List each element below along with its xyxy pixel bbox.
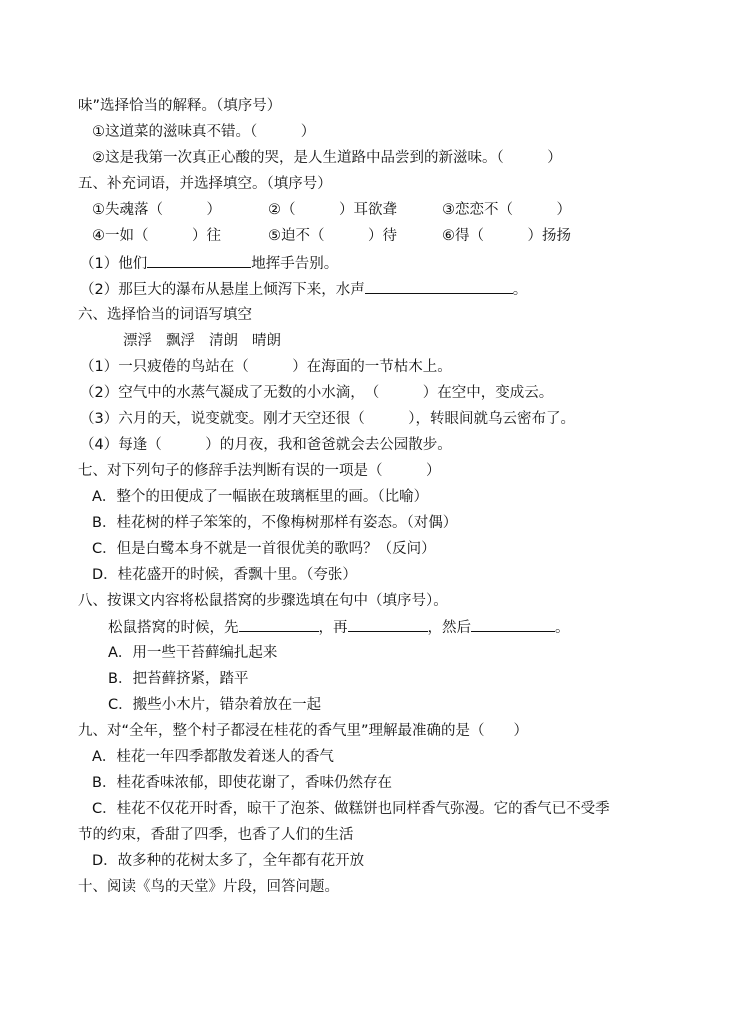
idiom-1: ①失魂落（ ）	[92, 202, 221, 218]
section-10-title: 十、阅读《鸟的天堂》片段，回答问题。	[78, 879, 339, 895]
fill-sentence-2	[80, 279, 527, 300]
section-8-stem-1: 松鼠搭窝的时候，先	[108, 620, 239, 636]
section-7-option-d: D．桂花盛开的时候，香飘十里。（夸张）	[92, 567, 357, 583]
option-1: ①这道菜的滋味真不错。（ ）	[92, 124, 316, 140]
word-bank-item: 飘浮	[166, 333, 195, 349]
section-8-stem-2: ，再	[318, 620, 348, 636]
section-7-option-a: A．整个的田便成了一幅嵌在玻璃框里的画。（比喻）	[92, 489, 429, 505]
section-7-title: 七、对下列句子的修辞手法判断有误的一项是（ ）	[78, 463, 441, 479]
section-8-title: 八、按课文内容将松鼠搭窝的步骤选填在句中（填序号）。	[78, 593, 448, 609]
section-9-option-d: D．故多种的花树太多了，全年都有花开放	[92, 853, 365, 869]
section-8-stem-4: 。	[555, 620, 570, 636]
idiom-5: ⑤迫不（ ）待	[268, 228, 397, 244]
section-8-stem-3: ，然后	[427, 620, 471, 636]
section-9-option-c-line-1: C．桂花不仅花开时香，晾干了泡茶、做糕饼也同样香气弥漫。它的香气已不受季	[92, 801, 610, 817]
fill-sentence-2-pre: （2）那巨大的瀑布从悬崖上倾泻下来，水声	[80, 282, 365, 298]
section-5-title: 五、补充词语，并选择填空。（填序号）	[78, 176, 332, 192]
answer-blank[interactable]	[147, 253, 251, 268]
answer-blank[interactable]	[348, 617, 428, 632]
section-6-q4: （4）每逢（ ）的月夜，我和爸爸就会去公园散步。	[80, 437, 452, 453]
fill-sentence-1	[80, 253, 338, 274]
section-9-title: 九、对“全年，整个村子都浸在桂花的香气里”理解最准确的是（ ）	[78, 723, 529, 739]
section-9-option-c-line-2: 节的约束，香甜了四季，也香了人们的生活	[78, 827, 354, 843]
word-bank-item: 漂浮	[123, 333, 152, 349]
answer-blank[interactable]	[471, 617, 555, 632]
fill-sentence-1-pre: （1）他们	[80, 256, 148, 272]
fill-sentence-1-post: 地挥手告别。	[251, 256, 339, 272]
section-6-q2: （2）空气中的水蒸气凝成了无数的小水滴， （ ）在空中，变成云。	[80, 385, 554, 401]
word-bank-item: 清朗	[209, 333, 238, 349]
section-6-title: 六、选择恰当的词语写填空	[78, 307, 252, 323]
section-6-q3: （3）六月的天，说变就变。刚才天空还很（ ），转眼间就乌云密布了。	[80, 411, 575, 427]
section-8-option-b: B．把苔藓挤紧，踏平	[108, 671, 249, 687]
word-bank	[123, 331, 281, 351]
option-2: ②这是我第一次真正心酸的哭，是人生道路中品尝到的新滋味。（ ）	[92, 150, 562, 166]
section-7-option-b: B．桂花树的样子笨笨的，不像梅树那样有姿态。（对偶）	[92, 515, 458, 531]
answer-blank[interactable]	[365, 279, 513, 294]
idiom-2: ②（ ）耳欲聋	[268, 202, 397, 218]
word-bank-item: 晴朗	[252, 333, 281, 349]
section-8-stem	[108, 617, 570, 638]
question-continuation: 味”选择恰当的解释。（填序号）	[78, 98, 282, 114]
fill-sentence-2-post: 。	[512, 282, 528, 298]
idiom-3: ③恋恋不（ ）	[442, 202, 571, 218]
section-9-option-b: B．桂花香味浓郁，即使花谢了，香味仍然存在	[92, 775, 392, 791]
section-7-option-c: C．但是白鹭本身不就是一首很优美的歌吗？（反问）	[92, 541, 436, 557]
idiom-6: ⑥得（ ）扬扬	[442, 228, 571, 244]
answer-blank[interactable]	[239, 617, 319, 632]
section-9-option-a: A．桂花一年四季都散发着迷人的香气	[92, 749, 334, 765]
section-8-option-c: C．搬些小木片，错杂着放在一起	[108, 697, 322, 713]
idiom-4: ④一如（ ）往	[92, 228, 221, 244]
section-6-q1: （1）一只疲倦的鸟站在（ ）在海面的一节枯木上。	[80, 359, 452, 375]
section-8-option-a: A．用一些干苔藓编扎起来	[108, 645, 278, 661]
